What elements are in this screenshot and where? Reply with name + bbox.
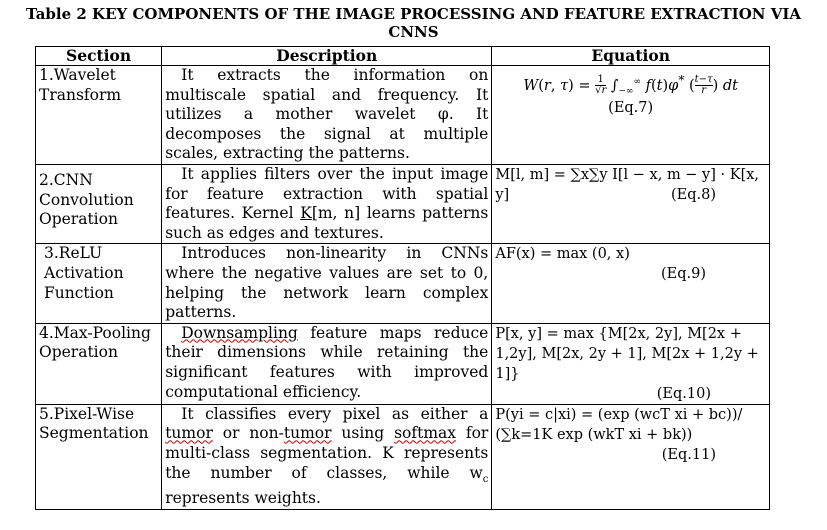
- row2-section: 2.CNN Convolution Operation: [36, 164, 162, 243]
- row5-description: [162, 404, 492, 509]
- row4-equation: [492, 323, 770, 404]
- row5-desc-softmax: softmax: [394, 424, 456, 443]
- row2-description: [162, 164, 492, 243]
- table-row: [36, 66, 770, 165]
- header-description: Description: [162, 47, 492, 66]
- table-caption: Table 2 KEY COMPONENTS OF THE IMAGE PROCESSING AND FEATURE EXTRACTION VIA CNNS: [25, 5, 801, 41]
- header-row: [36, 47, 770, 66]
- row1-equation-formula: W(r, τ) = $\frac{1}{√r}$ $\int_{-\infty}^\infty$ f(t)φ* ( $\frac{t-\tau}{r}$ ) dt: [523, 73, 738, 97]
- row4-section: 4.Max-Pooling Operation: [36, 323, 162, 404]
- row3-equation-tag: (Eq.9): [660, 266, 706, 283]
- row5-equation-tag: (Eq.11): [661, 446, 716, 463]
- row1-equation: [492, 66, 770, 165]
- row3-equation-formula: AF(x) = max (0, x): [495, 246, 630, 263]
- row5-desc-tumor1: tumor: [165, 424, 213, 443]
- table-row: [36, 404, 770, 509]
- row4-equation-formula: P[x, y] = max {M[2x, 2y], M[2x + 1,2y], M[2x, 2y + 1], M[2x + 1,2y + 1]}: [495, 325, 759, 382]
- table-row: [36, 164, 770, 243]
- row4-desc-b: feature maps reduce their dimensions while retaining the significant features with improved computational efficiency.: [165, 323, 489, 401]
- row5-desc-c: using: [331, 424, 395, 443]
- row1-equation-tag: (Eq.7): [608, 99, 654, 116]
- header-section: Section: [36, 47, 162, 66]
- row2-desc-a: It applies filters over the input image for feature extraction with spatial features. Kernel: [165, 164, 489, 223]
- row5-equation: [492, 404, 770, 509]
- row1-section: 1.Wavelet Transform: [36, 66, 162, 165]
- row3-section: 3.ReLU Activation Function: [36, 244, 162, 323]
- row5-section: 5.Pixel-Wise Segmentation: [36, 404, 162, 509]
- table-row: [36, 323, 770, 404]
- row5-desc-e: represents weights.: [165, 489, 321, 508]
- row2-desc-b: [m, n] learns patterns such as edges and textures.: [165, 204, 489, 242]
- row4-description: [162, 323, 492, 404]
- table-row: [36, 244, 770, 323]
- row2-equation-formula: M[l, m] = ∑x∑y I[l − x, m − y] · K[x, y]: [495, 166, 760, 203]
- row5-desc-tumor2: tumor: [283, 424, 332, 443]
- header-equation: Equation: [492, 47, 770, 66]
- row2-equation-tag: (Eq.8): [670, 186, 716, 203]
- row5-desc-b: or non-: [212, 424, 284, 443]
- row1-description: It extracts the information on multiscale spatial and frequency. It utilizes a mother wavelet φ. It decomposes the signal at multiple scales, extracting the patterns.: [162, 66, 492, 165]
- row5-equation-formula: P(yi = c|xi) = (exp (wcT xi + bc))/ (∑k=1K exp (wkT xi + bk)): [495, 406, 743, 443]
- row5-desc-d: for multi-class segmentation. K represents the number of classes, while w: [165, 424, 489, 482]
- row4-desc-a: Downsampling: [181, 323, 298, 342]
- row2-desc-kernel: K: [300, 204, 312, 223]
- row3-description: Introduces non-linearity in CNNs where the negative values are set to 0, helping the network learn complex patterns.: [162, 244, 492, 323]
- components-table: [35, 46, 770, 510]
- row2-equation: [492, 164, 770, 243]
- row5-desc-a: It classifies every pixel as either a: [181, 404, 489, 423]
- row3-equation: [492, 244, 770, 323]
- row4-equation-tag: (Eq.10): [656, 385, 711, 402]
- row5-desc-sub: c: [482, 473, 489, 485]
